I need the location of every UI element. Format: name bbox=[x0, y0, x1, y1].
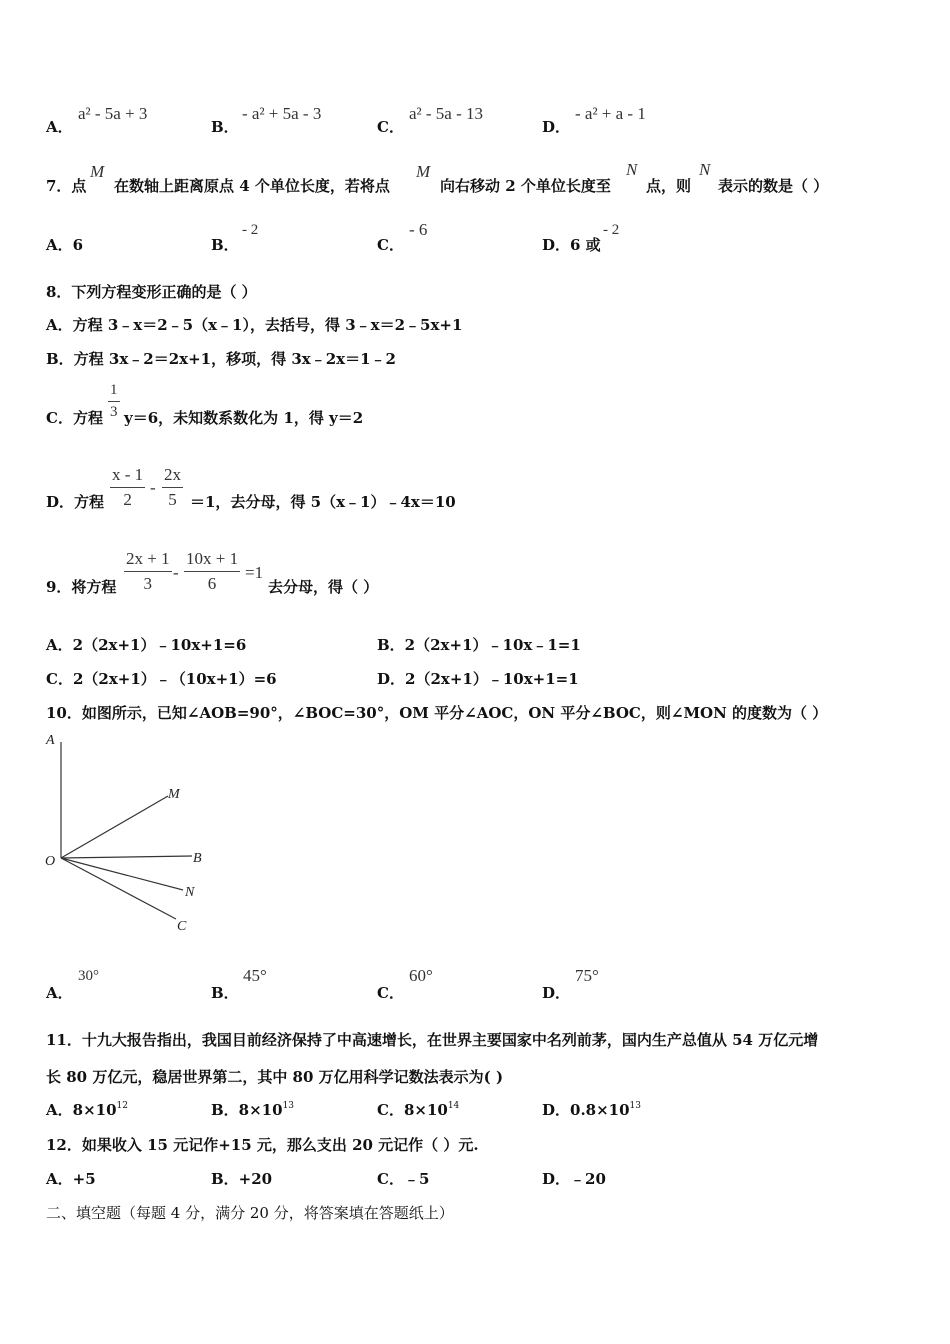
q9-suffix: 去分母，得（ ） bbox=[268, 578, 379, 596]
q11-line2: 长 80 万亿元，稳居世界第二，其中 80 万亿用科学记数法表示为( ) bbox=[46, 1068, 504, 1086]
q11-c-exp: 14 bbox=[447, 1101, 460, 1111]
q8-option-c-prefix: C．方程 bbox=[46, 409, 103, 427]
q7-option-c-label: C． bbox=[377, 236, 404, 254]
q10-angle-diagram bbox=[40, 728, 240, 943]
q11-line1: 11．十九大报告指出，我国目前经济保持了中高速增长，在世界主要国家中名列前茅，国内生产总值从 54 万亿元增 bbox=[46, 1031, 819, 1049]
q12-option-a: A．+5 bbox=[46, 1170, 96, 1188]
section-2-title: 二、填空题（每题 4 分，满分 20 分，将答案填在答题纸上） bbox=[46, 1204, 454, 1222]
q8-c-frac-den: 3 bbox=[110, 404, 118, 420]
q11-d-base: D．0.8×10 bbox=[542, 1101, 630, 1119]
label-c: C bbox=[177, 919, 187, 934]
q7-stem bbox=[46, 175, 86, 196]
q6-option-a-label: A． bbox=[46, 118, 73, 136]
q9-option-a: A．2（2x+1）﹣10x+1=6 bbox=[46, 636, 247, 654]
q7-prefix: 7．点 bbox=[46, 177, 87, 195]
label-n: N bbox=[185, 885, 195, 900]
q10-option-d-label: D． bbox=[542, 984, 571, 1002]
q8-option-d-suffix: ＝1，去分母，得 5（x﹣1）﹣4x＝10 bbox=[190, 493, 456, 511]
q8-d-minus: - bbox=[150, 478, 156, 497]
q7-text2: 向右移动 2 个单位长度至 bbox=[440, 177, 611, 195]
q9-frac1-den: 3 bbox=[143, 574, 153, 593]
q10-stem: 10．如图所示，已知∠AOB=90°，∠BOC=30°，OM 平分∠AOC，ON 平分∠BOC，则∠MON 的度数为（ ） bbox=[46, 704, 828, 722]
q8-stem: 8．下列方程变形正确的是（ ） bbox=[46, 283, 257, 301]
q7-text3: 点，则 bbox=[646, 177, 692, 195]
q7-option-a: A．6 bbox=[46, 236, 84, 254]
q10-option-c-label: C． bbox=[377, 984, 404, 1002]
q9-frac2-num: 10x + 1 bbox=[184, 549, 240, 572]
q11-d-exp: 13 bbox=[629, 1101, 641, 1111]
q7-option-d-val: - 2 bbox=[603, 222, 620, 238]
q8-c-frac-num: 1 bbox=[108, 382, 120, 402]
q7-var-m: M bbox=[90, 162, 105, 181]
label-b: B bbox=[193, 851, 202, 866]
q8-option-a: A．方程 3﹣x＝2﹣5（x﹣1），去括号，得 3﹣x＝2﹣5x+1 bbox=[46, 316, 463, 334]
q8-d-frac1-den: 2 bbox=[123, 490, 132, 509]
q9-minus: - bbox=[173, 563, 179, 582]
q11-a-base: A．8×10 bbox=[46, 1101, 117, 1119]
q7-text1: 在数轴上距离原点 4 个单位长度，若将点 bbox=[114, 177, 390, 195]
label-m: M bbox=[168, 787, 180, 802]
q9-option-d: D．2（2x+1）﹣10x+1=1 bbox=[377, 670, 579, 688]
q9-frac2-den: 6 bbox=[207, 574, 217, 593]
q11-b-exp: 13 bbox=[282, 1101, 295, 1111]
q11-c-base: C．8×10 bbox=[377, 1101, 448, 1119]
q9-fraction-1 bbox=[124, 549, 172, 594]
q8-option-c-fraction bbox=[108, 382, 120, 421]
q8-option-d-prefix: D．方程 bbox=[46, 493, 105, 511]
q10-option-a-label: A． bbox=[46, 984, 73, 1002]
ray-on bbox=[61, 858, 183, 890]
q9-prefix: 9．将方程 bbox=[46, 578, 117, 596]
q8-option-d-fraction-2 bbox=[162, 465, 183, 510]
q12-option-d: D．﹣20 bbox=[542, 1170, 606, 1188]
q6-option-a-expr: a² - 5a + 3 bbox=[78, 104, 148, 123]
q7-var-n: N bbox=[626, 160, 638, 179]
q10-option-b-label: B． bbox=[211, 984, 239, 1002]
q6-option-d-expr: - a² + a - 1 bbox=[575, 104, 646, 123]
q11-option-b bbox=[211, 1099, 294, 1120]
q7-option-b-val: - 2 bbox=[242, 222, 259, 238]
q7-text4: 表示的数是（ ） bbox=[718, 177, 829, 195]
q9-frac1-num: 2x + 1 bbox=[124, 549, 172, 572]
q11-option-c bbox=[377, 1099, 459, 1120]
q10-option-d-val: 75° bbox=[575, 966, 599, 985]
q12-stem: 12．如果收入 15 元记作+15 元，那么支出 20 元记作（ ）元. bbox=[46, 1136, 479, 1154]
q8-option-b: B．方程 3x﹣2＝2x+1，移项，得 3x﹣2x＝1﹣2 bbox=[46, 350, 396, 368]
q12-option-b: B．+20 bbox=[211, 1170, 273, 1188]
q12-option-c: C．﹣5 bbox=[377, 1170, 430, 1188]
ray-om bbox=[61, 796, 168, 858]
q8-d-frac1-num: x - 1 bbox=[110, 465, 145, 488]
q7-var-m-2: M bbox=[416, 162, 431, 181]
q10-option-a-val: 30° bbox=[78, 968, 99, 984]
q8-d-frac2-num: 2x bbox=[162, 465, 183, 488]
q11-b-base: B．8×10 bbox=[211, 1101, 283, 1119]
q9-option-b: B．2（2x+1）﹣10x﹣1=1 bbox=[377, 636, 581, 654]
q7-option-d-label: D．6 或 bbox=[542, 236, 601, 254]
q6-option-b-label: B． bbox=[211, 118, 239, 136]
q11-option-a bbox=[46, 1099, 128, 1120]
q7-option-b-label: B． bbox=[211, 236, 239, 254]
q7-option-c-val: - 6 bbox=[409, 220, 428, 239]
q6-option-b-expr: - a² + 5a - 3 bbox=[242, 104, 322, 123]
ray-ob bbox=[61, 856, 192, 858]
q6-option-c-expr: a² - 5a - 13 bbox=[409, 104, 484, 123]
q8-option-c-suffix: y＝6，未知数系数化为 1，得 y＝2 bbox=[124, 409, 364, 427]
label-o: O bbox=[45, 854, 56, 869]
q10-option-b-val: 45° bbox=[243, 966, 267, 985]
ray-oc bbox=[61, 858, 176, 919]
label-a: A bbox=[46, 733, 55, 748]
q11-a-exp: 12 bbox=[116, 1101, 128, 1111]
q11-option-d bbox=[542, 1099, 641, 1120]
q8-option-d-fraction-1 bbox=[110, 465, 145, 510]
q8-d-frac2-den: 5 bbox=[168, 490, 177, 509]
q10-option-c-val: 60° bbox=[409, 966, 433, 985]
q6-option-d-label: D． bbox=[542, 118, 571, 136]
q7-var-n-2: N bbox=[699, 160, 711, 179]
q6-option-c-label: C． bbox=[377, 118, 404, 136]
q9-eq: =1 bbox=[245, 563, 264, 582]
q9-fraction-2 bbox=[184, 549, 240, 594]
q9-option-c: C．2（2x+1）﹣（10x+1）=6 bbox=[46, 670, 277, 688]
